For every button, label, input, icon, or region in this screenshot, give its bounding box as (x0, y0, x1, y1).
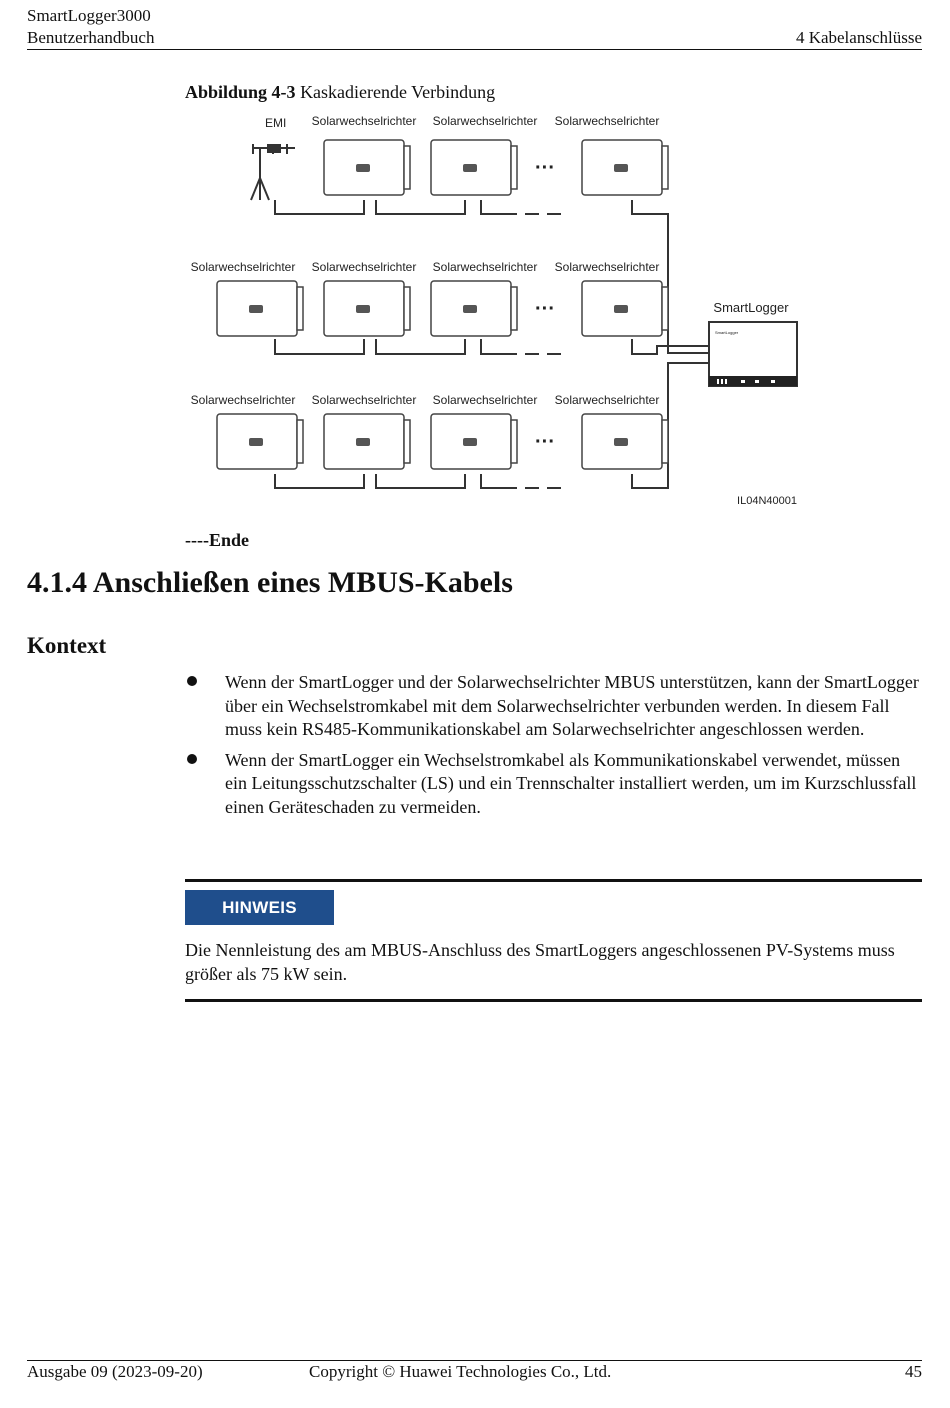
list-item (185, 671, 925, 742)
header-divider (27, 49, 922, 50)
procedure-end-marker: ----Ende (185, 530, 249, 550)
cascade-connection-diagram (175, 108, 815, 518)
figure-caption (185, 82, 495, 103)
header-product: SmartLogger3000 (27, 6, 151, 25)
smartlogger-label: SmartLogger (713, 300, 789, 315)
section-title: 4.1.4 Anschließen eines MBUS-Kabels (27, 566, 513, 599)
inverter-label: Solarwechselrichter (311, 114, 417, 128)
bullet-icon (187, 676, 197, 686)
smartlogger-device-label: SmartLogger (715, 330, 739, 335)
bullet-icon (187, 754, 197, 764)
header-manual: Benutzerhandbuch (27, 28, 155, 47)
running-header-left (27, 5, 154, 49)
list-item-text: Wenn der SmartLogger und der Solarwechselrichter MBUS unterstützen, kann der SmartLogger über ein Wechselstromkabel mit dem Solarwechselrichter verbunden werden. In diesem Fall muss kein RS485-Kommunikationskabel am Solarwechselrichter angeschlossen werden. (225, 672, 919, 739)
ellipsis-icon: ··· (535, 431, 555, 453)
header-chapter: 4 Kabelanschlüsse (795, 28, 922, 47)
inverter-label: Solarwechselrichter (554, 114, 660, 128)
page-number: 45 (905, 1362, 922, 1381)
section-subheading: Kontext (27, 633, 107, 658)
inverter-label: Solarwechselrichter (190, 393, 296, 407)
ellipsis-icon: ··· (535, 298, 555, 320)
ellipsis-icon: ··· (535, 157, 555, 179)
inverter-label: Solarwechselrichter (311, 260, 417, 274)
inverter-label: Solarwechselrichter (311, 393, 417, 407)
inverter-label: Solarwechselrichter (554, 260, 660, 274)
inverter-label: Solarwechselrichter (432, 114, 538, 128)
inverter-label: Solarwechselrichter (190, 260, 296, 274)
list-item-text: Wenn der SmartLogger ein Wechselstromkabel als Kommunikationskabel verwendet, müssen ein Leitungsschutzschalter (LS) und ein Trennschalter installiert werden, um im Kurzschlussfall einen Geräteschaden zu vermeiden. (225, 749, 917, 817)
note-badge: HINWEIS (185, 890, 334, 925)
figure-caption-label: Abbildung 4-3 (185, 82, 296, 102)
figure-id-label: IL04N40001 (737, 495, 797, 507)
inverter-label: Solarwechselrichter (432, 260, 538, 274)
emi-label: EMI (265, 116, 287, 130)
inverter-label: Solarwechselrichter (554, 393, 660, 407)
note-top-rule (185, 879, 922, 882)
figure-caption-text: Kaskadierende Verbindung (300, 82, 496, 102)
footer-edition: Ausgabe 09 (2023-09-20) (27, 1362, 203, 1381)
footer-copyright: Copyright © Huawei Technologies Co., Ltd. (309, 1362, 612, 1381)
context-bullet-list (185, 671, 925, 826)
note-bottom-rule (185, 999, 922, 1002)
footer-divider (27, 1360, 922, 1361)
list-item (185, 749, 925, 820)
note-text: Die Nennleistung des am MBUS-Anschluss des SmartLoggers angeschlossenen PV-Systems muss größer als 75 kW sein. (185, 940, 895, 984)
inverter-label: Solarwechselrichter (432, 393, 538, 407)
